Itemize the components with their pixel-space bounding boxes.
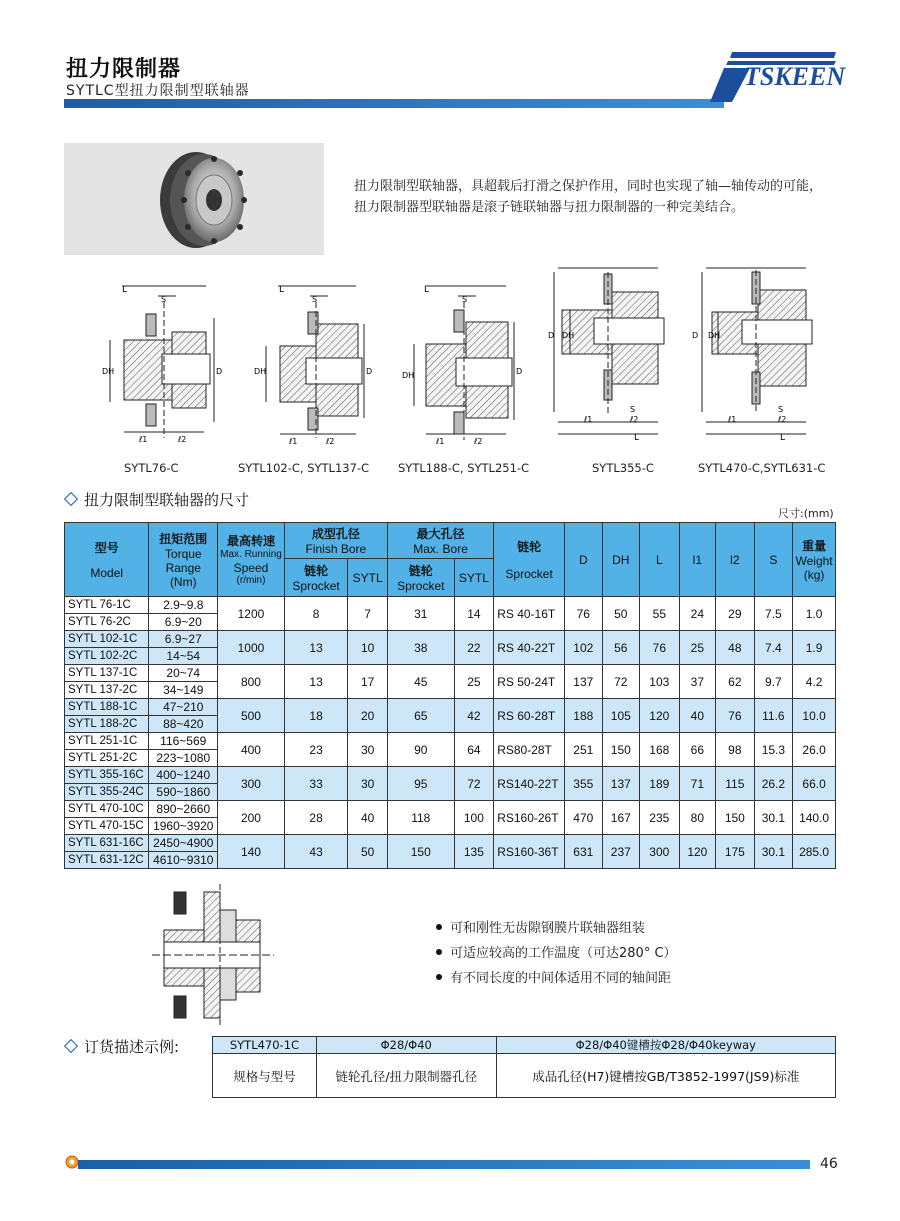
l2-cell: 29: [716, 597, 755, 631]
fb_sytl-cell: 17: [348, 665, 388, 699]
svg-text:ℓ1: ℓ1: [289, 437, 298, 446]
L-cell: 55: [640, 597, 680, 631]
mb_sprocket-cell: 45: [387, 665, 454, 699]
DH-cell: 50: [602, 597, 640, 631]
torque-cell: 2450~4900: [149, 835, 218, 852]
spec-table: [64, 522, 836, 869]
DH-cell: 105: [602, 699, 640, 733]
speed-cell: 400: [218, 733, 285, 767]
D-cell: 188: [565, 699, 603, 733]
header-bar: [64, 99, 724, 108]
model-cell: SYTL 470-10C: [65, 801, 149, 818]
svg-text:D: D: [516, 367, 523, 376]
header-speed: 最高转速 Max. Running Speed (r/min): [218, 523, 285, 597]
mb_sytl-cell: 25: [454, 665, 494, 699]
technical-drawings: [64, 262, 844, 457]
header-l1: l1: [679, 523, 715, 597]
l1-cell: 37: [679, 665, 715, 699]
section-title-dimensions: 扭力限制型联轴器的尺寸: [66, 489, 249, 510]
fb_sprocket-cell: 28: [284, 801, 348, 835]
chain-cell: RS 40-22T: [494, 631, 565, 665]
chain-cell: RS 50-24T: [494, 665, 565, 699]
svg-text:DH: DH: [254, 367, 267, 376]
l2-cell: 62: [716, 665, 755, 699]
chain-cell: RS140-22T: [494, 767, 565, 801]
drawing-sytl470: [702, 268, 812, 434]
l1-cell: 120: [679, 835, 715, 869]
header-l2: l2: [716, 523, 755, 597]
page-title: 扭力限制器: [66, 57, 182, 82]
DH-cell: 167: [602, 801, 640, 835]
S-cell: 30.1: [754, 835, 793, 869]
fb_sytl-cell: 30: [348, 767, 388, 801]
speed-cell: 500: [218, 699, 285, 733]
intro-line: 扭力限制型联轴器，具超载后打滑之保护作用，同时也实现了轴—轴传动的可能，: [354, 179, 823, 194]
intro-line: 扭力限制器型联轴器是滚子链联轴器与扭力限制器的一种完美结合。: [354, 200, 745, 215]
l1-cell: 71: [679, 767, 715, 801]
fb_sytl-cell: 7: [348, 597, 388, 631]
svg-text:ℓ1: ℓ1: [139, 435, 148, 444]
model-cell: SYTL 631-12C: [65, 852, 149, 869]
header-weight: 重量 Weight (kg): [793, 523, 836, 597]
weight-cell: 1.9: [793, 631, 836, 665]
torque-cell: 1960~3920: [149, 818, 218, 835]
S-cell: 7.5: [754, 597, 793, 631]
D-cell: 355: [565, 767, 603, 801]
footer-bar: [78, 1160, 810, 1169]
drawing-sytl102: [266, 286, 364, 438]
model-cell: SYTL 188-2C: [65, 716, 149, 733]
svg-text:L: L: [424, 285, 430, 295]
table-row: [65, 699, 836, 716]
feature-item: 有不同长度的中间体适用不同的轴间距: [436, 966, 677, 991]
table-row: [65, 767, 836, 784]
model-cell: SYTL 251-2C: [65, 750, 149, 767]
order-keyway: Φ28/Φ40键槽按Φ28/Φ40keyway: [496, 1037, 835, 1054]
torque-cell: 88~420: [149, 716, 218, 733]
mb_sprocket-cell: 65: [387, 699, 454, 733]
fb_sytl-cell: 30: [348, 733, 388, 767]
fb_sprocket-cell: 33: [284, 767, 348, 801]
mb_sytl-cell: 100: [454, 801, 494, 835]
speed-cell: 300: [218, 767, 285, 801]
S-cell: 26.2: [754, 767, 793, 801]
L-cell: 76: [640, 631, 680, 665]
DH-cell: 72: [602, 665, 640, 699]
feature-item: 可适应较高的工作温度（可达280° C）: [436, 941, 677, 966]
weight-cell: 10.0: [793, 699, 836, 733]
DH-cell: 237: [602, 835, 640, 869]
mb_sprocket-cell: 118: [387, 801, 454, 835]
svg-text:L: L: [634, 433, 640, 443]
header-L: L: [640, 523, 680, 597]
model-cell: SYTL 137-2C: [65, 682, 149, 699]
D-cell: 251: [565, 733, 603, 767]
header-DH: DH: [602, 523, 640, 597]
drawing-caption: SYTL355-C: [592, 461, 654, 475]
torque-cell: 400~1240: [149, 767, 218, 784]
S-cell: 30.1: [754, 801, 793, 835]
model-cell: SYTL 631-16C: [65, 835, 149, 852]
L-cell: 300: [640, 835, 680, 869]
svg-text:ℓ2: ℓ2: [778, 415, 787, 424]
svg-text:S: S: [630, 405, 636, 414]
svg-text:DH: DH: [402, 371, 415, 380]
l1-cell: 25: [679, 631, 715, 665]
svg-text:S: S: [161, 295, 167, 304]
DH-cell: 150: [602, 733, 640, 767]
model-cell: SYTL 102-2C: [65, 648, 149, 665]
header-finish-bore: 成型孔径 Finish Bore: [284, 523, 387, 559]
svg-text:S: S: [462, 295, 468, 304]
l2-cell: 150: [716, 801, 755, 835]
fb_sprocket-cell: 23: [284, 733, 348, 767]
brand-logo: TSKEEN: [744, 62, 846, 91]
mb_sytl-cell: 135: [454, 835, 494, 869]
assembly-drawing: [150, 880, 280, 1030]
drawing-caption: SYTL102-C, SYTL137-C: [238, 461, 370, 475]
order-desc-bore: 链轮孔径/扭力限制器孔径: [316, 1054, 496, 1098]
intro-text: [354, 176, 854, 218]
speed-cell: 1200: [218, 597, 285, 631]
torque-cell: 4610~9310: [149, 852, 218, 869]
table-row: [65, 835, 836, 852]
model-cell: SYTL 76-1C: [65, 597, 149, 614]
header-mb-sytl: SYTL: [454, 559, 494, 597]
svg-text:DH: DH: [708, 331, 721, 340]
mb_sprocket-cell: 90: [387, 733, 454, 767]
svg-text:D: D: [548, 331, 555, 340]
svg-text:D: D: [216, 367, 223, 376]
page-number: 46: [820, 1156, 838, 1172]
order-example-table: [212, 1036, 836, 1098]
header-S: S: [754, 523, 793, 597]
weight-cell: 26.0: [793, 733, 836, 767]
chain-cell: RS 60-28T: [494, 699, 565, 733]
coupling-photo-icon: [64, 143, 324, 255]
svg-text:L: L: [122, 285, 128, 295]
speed-cell: 800: [218, 665, 285, 699]
model-cell: SYTL 251-1C: [65, 733, 149, 750]
bullet-icon: [436, 974, 442, 980]
fb_sprocket-cell: 43: [284, 835, 348, 869]
D-cell: 631: [565, 835, 603, 869]
model-cell: SYTL 76-2C: [65, 614, 149, 631]
order-desc-model: 规格与型号: [213, 1054, 317, 1098]
svg-text:ℓ1: ℓ1: [436, 437, 445, 446]
mb_sytl-cell: 64: [454, 733, 494, 767]
feature-list: [436, 916, 677, 991]
L-cell: 120: [640, 699, 680, 733]
fb_sytl-cell: 10: [348, 631, 388, 665]
feature-item: 可和刚性无齿隙钢膜片联轴器组装: [436, 916, 677, 941]
order-model: SYTL470-1C: [213, 1037, 317, 1054]
l2-cell: 98: [716, 733, 755, 767]
order-bore: Φ28/Φ40: [316, 1037, 496, 1054]
product-photo: [64, 143, 324, 255]
l2-cell: 115: [716, 767, 755, 801]
torque-cell: 14~54: [149, 648, 218, 665]
table-row: [65, 665, 836, 682]
header-chain: 链轮 Sprocket: [494, 523, 565, 597]
svg-text:ℓ2: ℓ2: [178, 435, 187, 444]
bullet-icon: [436, 949, 442, 955]
torque-cell: 6.9~27: [149, 631, 218, 648]
page-subtitle: SYTLC型扭力限制型联轴器: [66, 83, 250, 99]
D-cell: 470: [565, 801, 603, 835]
mb_sytl-cell: 72: [454, 767, 494, 801]
L-cell: 168: [640, 733, 680, 767]
svg-text:DH: DH: [102, 367, 115, 376]
speed-cell: 200: [218, 801, 285, 835]
weight-cell: 285.0: [793, 835, 836, 869]
l1-cell: 24: [679, 597, 715, 631]
svg-text:DH: DH: [562, 331, 575, 340]
fb_sprocket-cell: 8: [284, 597, 348, 631]
chain-cell: RS80-28T: [494, 733, 565, 767]
chain-cell: RS 40-16T: [494, 597, 565, 631]
torque-cell: 590~1860: [149, 784, 218, 801]
order-desc-keyway: 成品孔径(H7)键槽按GB/T3852-1997(JS9)标准: [496, 1054, 835, 1098]
DH-cell: 56: [602, 631, 640, 665]
diamond-icon: [64, 1039, 78, 1053]
weight-cell: 140.0: [793, 801, 836, 835]
model-cell: SYTL 137-1C: [65, 665, 149, 682]
svg-text:D: D: [366, 367, 373, 376]
torque-cell: 116~569: [149, 733, 218, 750]
S-cell: 7.4: [754, 631, 793, 665]
svg-text:ℓ2: ℓ2: [474, 437, 483, 446]
svg-text:ℓ1: ℓ1: [728, 415, 737, 424]
D-cell: 76: [565, 597, 603, 631]
mb_sytl-cell: 22: [454, 631, 494, 665]
S-cell: 11.6: [754, 699, 793, 733]
drawing-caption: SYTL76-C: [124, 461, 179, 475]
l2-cell: 175: [716, 835, 755, 869]
mb_sytl-cell: 14: [454, 597, 494, 631]
speed-cell: 1000: [218, 631, 285, 665]
mb_sytl-cell: 42: [454, 699, 494, 733]
table-row: [65, 631, 836, 648]
torque-cell: 47~210: [149, 699, 218, 716]
header-fb-sytl: SYTL: [348, 559, 388, 597]
chain-cell: RS160-36T: [494, 835, 565, 869]
mb_sprocket-cell: 31: [387, 597, 454, 631]
chain-cell: RS160-26T: [494, 801, 565, 835]
L-cell: 189: [640, 767, 680, 801]
DH-cell: 137: [602, 767, 640, 801]
fb_sprocket-cell: 13: [284, 665, 348, 699]
svg-text:ℓ1: ℓ1: [584, 415, 593, 424]
unit-label: 尺寸:(mm): [778, 507, 834, 520]
model-cell: SYTL 102-1C: [65, 631, 149, 648]
fb_sytl-cell: 20: [348, 699, 388, 733]
fb_sytl-cell: 40: [348, 801, 388, 835]
table-row: [65, 597, 836, 614]
svg-text:D: D: [692, 331, 699, 340]
torque-cell: 6.9~20: [149, 614, 218, 631]
weight-cell: 4.2: [793, 665, 836, 699]
torque-cell: 890~2660: [149, 801, 218, 818]
fb_sytl-cell: 50: [348, 835, 388, 869]
mb_sprocket-cell: 150: [387, 835, 454, 869]
l1-cell: 66: [679, 733, 715, 767]
speed-cell: 140: [218, 835, 285, 869]
mb_sprocket-cell: 95: [387, 767, 454, 801]
D-cell: 137: [565, 665, 603, 699]
svg-text:S: S: [312, 295, 318, 304]
model-cell: SYTL 188-1C: [65, 699, 149, 716]
model-cell: SYTL 355-24C: [65, 784, 149, 801]
header-mb-sprocket: 链轮 Sprocket: [387, 559, 454, 597]
diamond-icon: [64, 492, 78, 506]
S-cell: 15.3: [754, 733, 793, 767]
header-D: D: [565, 523, 603, 597]
L-cell: 103: [640, 665, 680, 699]
drawing-caption: SYTL188-C, SYTL251-C: [398, 461, 530, 475]
weight-cell: 66.0: [793, 767, 836, 801]
fb_sprocket-cell: 13: [284, 631, 348, 665]
l2-cell: 76: [716, 699, 755, 733]
svg-text:L: L: [279, 285, 285, 295]
model-cell: SYTL 470-15C: [65, 818, 149, 835]
header-torque: 扭矩范围 Torque Range (Nm): [149, 523, 218, 597]
mb_sprocket-cell: 38: [387, 631, 454, 665]
weight-cell: 1.0: [793, 597, 836, 631]
torque-cell: 20~74: [149, 665, 218, 682]
S-cell: 9.7: [754, 665, 793, 699]
svg-text:ℓ2: ℓ2: [326, 437, 335, 446]
drawing-sytl355: [554, 268, 664, 434]
D-cell: 102: [565, 631, 603, 665]
header-max-bore: 最大孔径 Max. Bore: [387, 523, 493, 559]
svg-text:L: L: [780, 433, 786, 443]
l2-cell: 48: [716, 631, 755, 665]
L-cell: 235: [640, 801, 680, 835]
table-row: [65, 801, 836, 818]
model-cell: SYTL 355-16C: [65, 767, 149, 784]
l1-cell: 80: [679, 801, 715, 835]
drawing-caption: SYTL470-C,SYTL631-C: [698, 461, 826, 475]
torque-cell: 2.9~9.8: [149, 597, 218, 614]
svg-text:S: S: [778, 405, 784, 414]
drawing-sytl188: [414, 286, 514, 440]
torque-cell: 223~1080: [149, 750, 218, 767]
bullet-icon: [436, 924, 442, 930]
fb_sprocket-cell: 18: [284, 699, 348, 733]
section-title-order: 订货描述示例:: [66, 1036, 179, 1057]
torque-cell: 34~149: [149, 682, 218, 699]
header-model: 型号 Model: [65, 523, 149, 597]
svg-text:ℓ2: ℓ2: [630, 415, 639, 424]
header-fb-sprocket: 链轮 Sprocket: [284, 559, 348, 597]
table-row: [65, 733, 836, 750]
drawing-sytl76: [110, 286, 214, 438]
l1-cell: 40: [679, 699, 715, 733]
